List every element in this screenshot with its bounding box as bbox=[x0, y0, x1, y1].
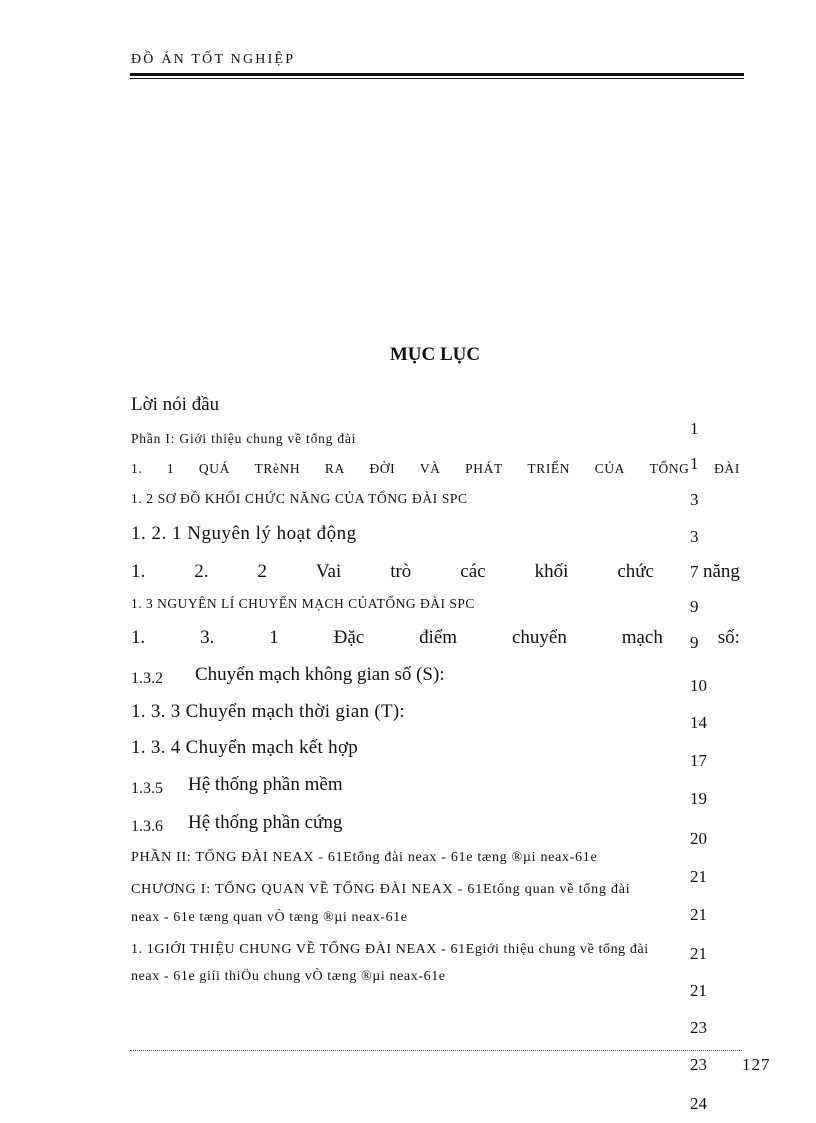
toc-entry-1-3-2[interactable] bbox=[131, 664, 445, 686]
toc-page-number: 20 bbox=[690, 829, 707, 848]
toc-entry-intro[interactable]: Lời nói đầu bbox=[131, 394, 220, 415]
footer-dotted-rule bbox=[130, 1050, 742, 1051]
word: RA bbox=[324, 461, 345, 476]
header-rule-thin bbox=[130, 78, 744, 79]
toc-entry-1-3[interactable]: 1. 3 NGUYÊN LÍ CHUYỂN MẠCH CỦATỔNG ĐÀI SPC bbox=[131, 596, 475, 611]
word: ĐÀI bbox=[714, 461, 740, 476]
word: mạch bbox=[621, 627, 663, 648]
toc-page-number: 24 bbox=[690, 1094, 707, 1113]
section-text: Hệ thống phần mềm bbox=[188, 774, 343, 795]
toc-entry-chapter1-cont[interactable]: neax - 61e tæng quan vÒ tæng ®µi neax-61e bbox=[131, 910, 408, 925]
word: 2. bbox=[194, 561, 209, 582]
page-header-title: ĐỒ ÁN TỐT NGHIỆP bbox=[131, 52, 296, 67]
word: 1 bbox=[166, 461, 175, 476]
word: 1 bbox=[269, 627, 279, 648]
word: 1. bbox=[131, 627, 146, 648]
word: điểm bbox=[419, 627, 458, 648]
toc-page-number: 3 bbox=[690, 490, 699, 509]
toc-page-number: 3 bbox=[690, 527, 699, 546]
word: 1. bbox=[131, 461, 143, 476]
section-number: 1.3.6 bbox=[131, 818, 163, 835]
toc-entry-1-3-4[interactable]: 1. 3. 4 Chuyển mạch kết hợp bbox=[131, 737, 359, 758]
word: PHÁT bbox=[465, 461, 503, 476]
toc-page-number: 23 bbox=[690, 1055, 707, 1074]
toc-page-number: 1 bbox=[690, 454, 699, 473]
word: chức bbox=[617, 561, 654, 582]
toc-page-number: 21 bbox=[690, 867, 707, 886]
toc-entry-part2[interactable]: PHẦN II: TỔNG ĐÀI NEAX - 61Etổng đài neax - 61e tæng ®µi neax-61e bbox=[131, 850, 598, 865]
toc-entry-1-3-6[interactable] bbox=[131, 812, 342, 834]
toc-page-number: 19 bbox=[690, 789, 707, 808]
toc-entry-1-3-1[interactable] bbox=[131, 627, 740, 649]
toc-entry-1-2[interactable]: 1. 2 SƠ ĐỒ KHỐI CHỨC NĂNG CỦA TỔNG ĐÀI SPC bbox=[131, 491, 468, 506]
word: ĐỜI bbox=[369, 461, 396, 476]
word: QUÁ bbox=[198, 461, 230, 476]
section-number: 1.3.2 bbox=[131, 670, 163, 687]
section-text: Hệ thống phần cứng bbox=[188, 812, 343, 833]
toc-page-number: 7 bbox=[690, 562, 699, 581]
toc-page-number: 1 bbox=[690, 419, 699, 438]
word: các bbox=[460, 561, 486, 582]
word: khối bbox=[534, 561, 569, 582]
word: TRIỂN bbox=[527, 461, 571, 476]
word: trò bbox=[390, 561, 412, 582]
footer-page-number: 127 bbox=[742, 1055, 771, 1074]
word: Vai bbox=[315, 561, 342, 582]
word: 2 bbox=[257, 561, 267, 582]
toc-page-number: 17 bbox=[690, 751, 707, 770]
section-number: 1.3.5 bbox=[131, 780, 163, 797]
section-text: Chuyển mạch không gian số (S): bbox=[195, 664, 445, 685]
word: chuyển bbox=[511, 627, 567, 648]
word: năng bbox=[702, 561, 740, 582]
toc-title: MỤC LỤC bbox=[389, 344, 481, 365]
toc-page-number: 21 bbox=[690, 905, 707, 924]
toc-entry-1-2-1[interactable]: 1. 2. 1 Nguyên lý hoạt động bbox=[131, 523, 357, 544]
toc-entry-1-1[interactable] bbox=[131, 461, 740, 477]
toc-page-number: 10 bbox=[690, 676, 707, 695]
toc-entry-1-2-2[interactable] bbox=[131, 561, 740, 583]
toc-entry-1-1-intro-cont[interactable]: neax - 61e giíi thiÖu chung vÒ tæng ®µi neax-61e bbox=[131, 969, 446, 984]
word: 1. bbox=[131, 561, 146, 582]
toc-page-number: 21 bbox=[690, 944, 707, 963]
word: VÀ bbox=[419, 461, 441, 476]
toc-page-number: 21 bbox=[690, 981, 707, 1000]
word: số: bbox=[717, 627, 740, 648]
word: TRèNH bbox=[254, 461, 301, 476]
toc-entry-1-1-intro[interactable]: 1. 1GIỚI THIỆU CHUNG VỀ TỔNG ĐÀI NEAX - 61Egiới thiệu chung về tổng đài bbox=[131, 942, 649, 957]
toc-entry-1-3-3[interactable]: 1. 3. 3 Chuyển mạch thời gian (T): bbox=[131, 701, 406, 722]
toc-page-number: 9 bbox=[690, 597, 699, 616]
toc-page-number: 14 bbox=[690, 713, 707, 732]
toc-entry-chapter1[interactable]: CHƯƠNG I: TỔNG QUAN VỀ TỔNG ĐÀI NEAX - 61Etổng quan về tổng đài bbox=[131, 882, 631, 897]
word: CỦA bbox=[594, 461, 626, 476]
header-rule-thick bbox=[130, 73, 744, 76]
toc-entry-part1[interactable]: Phần I: Giới thiệu chung về tổng đài bbox=[131, 431, 357, 446]
toc-page-number: 9 bbox=[690, 633, 699, 652]
word: Đặc bbox=[333, 627, 365, 648]
toc-page-number: 23 bbox=[690, 1018, 707, 1037]
toc-entry-1-3-5[interactable] bbox=[131, 774, 343, 796]
word: TỔNG bbox=[649, 461, 690, 476]
word: 3. bbox=[200, 627, 215, 648]
